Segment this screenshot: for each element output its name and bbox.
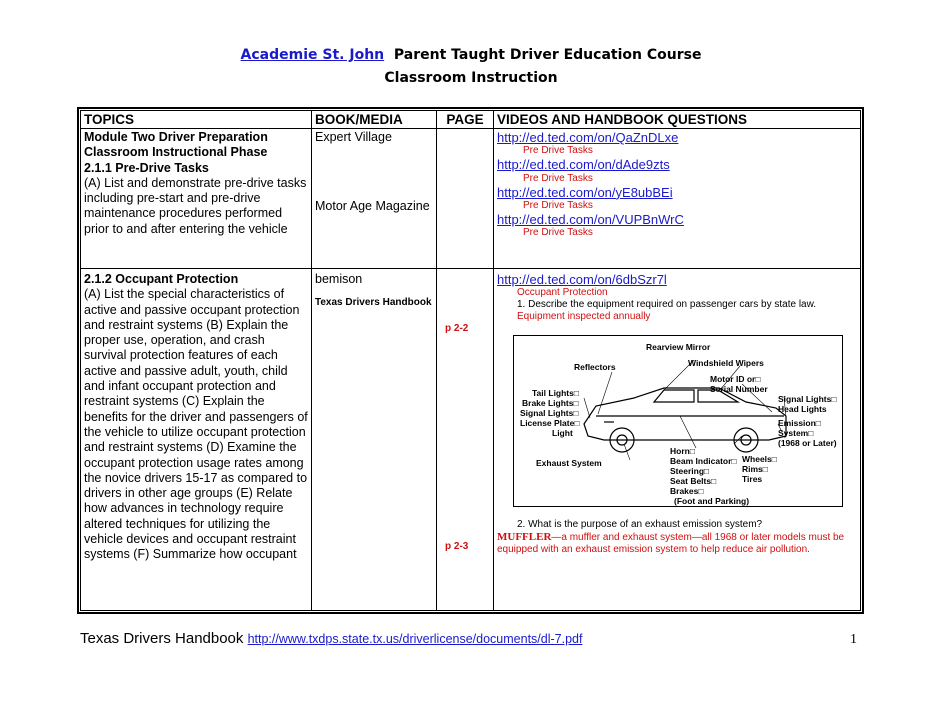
- table-row: [81, 129, 861, 269]
- videos-cell: [494, 269, 861, 611]
- page-number: 1: [850, 632, 857, 647]
- module-title: Module Two Driver Preparation: [84, 130, 268, 144]
- footer-link[interactable]: http://www.txdps.state.tx.us/driverlicense/documents/dl-7.pdf: [247, 632, 583, 646]
- video-label: Occupant Protection: [517, 287, 608, 299]
- diagram-label: Rims□: [742, 464, 768, 475]
- diagram-label: Wheels□: [742, 454, 777, 465]
- diagram-label: Emission□: [778, 418, 821, 429]
- video-link[interactable]: http://ed.ted.com/on/QaZnDLxe: [497, 130, 679, 145]
- diagram-label: Signal Lights□: [520, 408, 579, 419]
- document-title: [0, 47, 942, 63]
- media-bemison: bemison: [315, 272, 363, 286]
- topic-description: (A) List and demonstrate pre-drive tasks including pre-start and pre-drive maintenance procedures performed prior to and after entering the vehicle: [84, 175, 307, 236]
- video-label: Pre Drive Tasks: [523, 199, 593, 211]
- answer-2: [497, 531, 857, 556]
- media-cell: [312, 269, 437, 611]
- topic-cell: [81, 129, 312, 269]
- diagram-label: Horn□: [670, 446, 695, 457]
- header-book-media: BOOK/MEDIA: [312, 111, 437, 129]
- video-link[interactable]: http://ed.ted.com/on/dAde9zts: [497, 157, 670, 173]
- diagram-label: Brake Lights□: [522, 398, 579, 409]
- topic-cell: [81, 269, 312, 611]
- question-2: 2. What is the purpose of an exhaust emission system?: [517, 519, 763, 531]
- diagram-label: Rearview Mirror: [646, 342, 711, 353]
- diagram-label: Light: [552, 428, 573, 439]
- header-topics: TOPICS: [81, 111, 312, 129]
- diagram-label: Beam Indicator□: [670, 456, 737, 467]
- page-ref: p 2-3: [445, 541, 469, 552]
- topic-description: (A) List the special characteristics of active and passive occupant protection and restraint systems (B) Explain the proper use, operation, and crash survival protection features of each active and passive adult, youth, child and infant occupant protection and restraint systems (C) Explain the benefits for the driver and passengers of the vehicle to utilize occupant protection and restraint systems (D) Examine the occupant protection usage rates among the novice drivers 15-17 as compared to drivers in other age groups (E) Relate how advances in technology require altered techniques for utilizing the vehicle devices and occupant restraint systems (F) Summarize how occupant: [84, 287, 308, 562]
- page-cell: [437, 269, 494, 611]
- section-title: 2.1.1 Pre-Drive Tasks: [84, 160, 209, 175]
- media-expert-village: Expert Village: [315, 130, 392, 144]
- media-motor-age: Motor Age Magazine: [315, 199, 430, 214]
- diagram-label: Steering□: [670, 466, 710, 477]
- diagram-label: (Foot and Parking): [674, 496, 750, 507]
- question-1: 1. Describe the equipment required on passenger cars by state law.: [517, 299, 817, 311]
- course-table: [80, 110, 861, 611]
- diagram-label: Head Lights: [778, 404, 827, 415]
- page-cell: [437, 129, 494, 269]
- diagram-label: Reflectors: [574, 362, 616, 373]
- diagram-label: Serial Number: [710, 384, 768, 395]
- footer-text: Texas Drivers Handbook: [80, 630, 244, 647]
- diagram-label: Exhaust System: [536, 458, 602, 469]
- table-row: [81, 269, 861, 611]
- header-videos: VIDEOS AND HANDBOOK QUESTIONS: [494, 111, 861, 129]
- car-equipment-diagram: [513, 335, 843, 507]
- video-link[interactable]: http://ed.ted.com/on/VUPBnWrC: [497, 211, 684, 227]
- document-subtitle: Classroom Instruction: [384, 70, 558, 86]
- diagram-label: Brakes□: [670, 486, 704, 497]
- course-title: Parent Taught Driver Education Course: [393, 47, 702, 63]
- table-header-row: [81, 111, 861, 129]
- video-label: Pre Drive Tasks: [523, 145, 593, 157]
- muffler-text: —a muffler and exhaust system—all 1968 or later models must be equipped with an exhaust emission system to help reduce air pollution.: [497, 532, 845, 556]
- diagram-label: Motor ID or□: [710, 374, 761, 385]
- media-texas-handbook: Texas Drivers Handbook: [315, 297, 432, 309]
- diagram-label: Tail Lights□: [532, 388, 580, 399]
- video-label: Pre Drive Tasks: [523, 227, 593, 239]
- section-title: 2.1.2 Occupant Protection: [84, 272, 239, 286]
- video-label: Pre Drive Tasks: [523, 172, 593, 184]
- videos-cell: [494, 129, 861, 269]
- diagram-label: Signal Lights□: [778, 394, 837, 405]
- phase-title: Classroom Instructional Phase: [84, 145, 268, 160]
- diagram-label: Seat Belts□: [670, 476, 717, 487]
- header-page: PAGE: [437, 111, 494, 129]
- answer-1: Equipment inspected annually: [517, 311, 651, 323]
- page-ref: p 2-2: [445, 323, 469, 334]
- muffler-word: MUFFLER: [497, 531, 552, 544]
- diagram-label: License Plate□: [520, 418, 580, 429]
- diagram-label: Windshield Wipers: [688, 358, 764, 369]
- video-link[interactable]: http://ed.ted.com/on/6dbSzr7l: [497, 272, 667, 287]
- diagram-label: System□: [778, 428, 814, 439]
- footer: [80, 630, 582, 647]
- diagram-label: (1968 or Later): [778, 438, 837, 449]
- video-link[interactable]: http://ed.ted.com/on/yE8ubBEi: [497, 184, 673, 200]
- school-link[interactable]: Academie St. John: [240, 47, 385, 63]
- diagram-label: Tires: [742, 474, 763, 485]
- media-cell: [312, 129, 437, 269]
